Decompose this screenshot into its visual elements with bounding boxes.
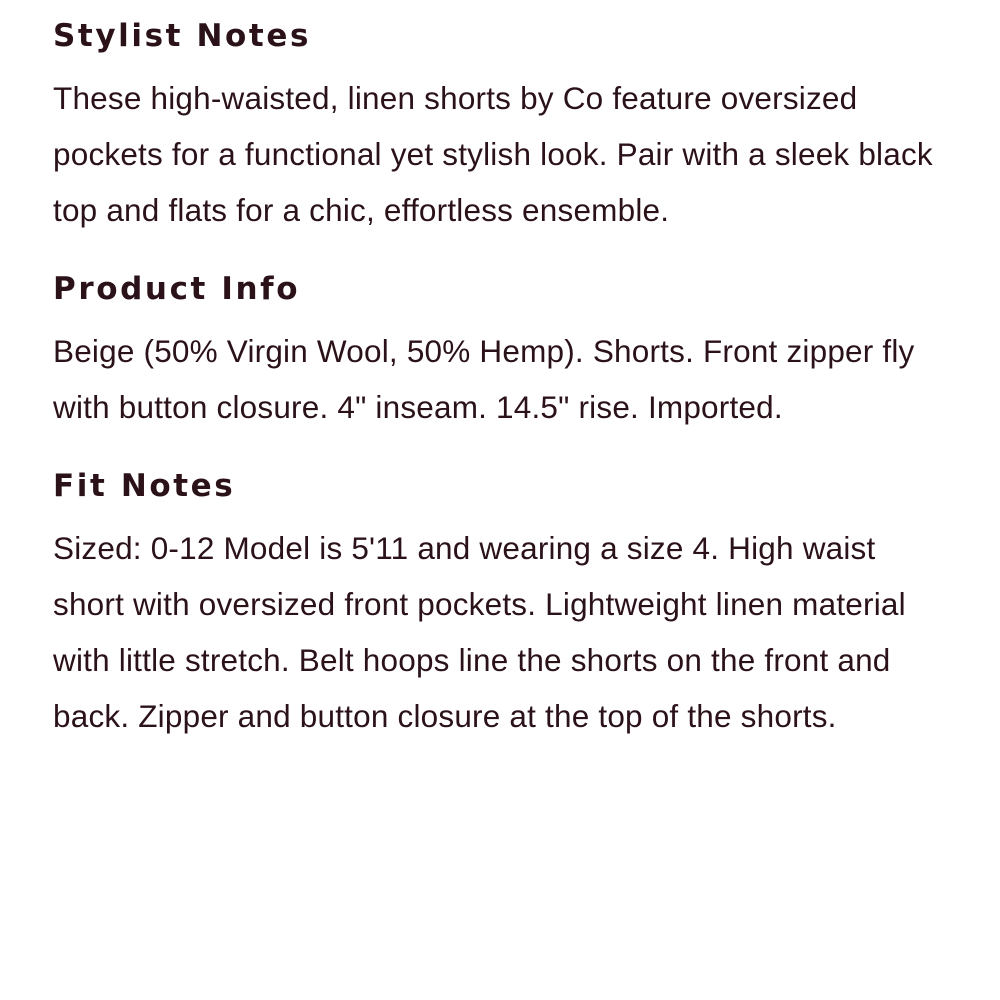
fit-notes-text: Sized: 0-12 Model is 5'11 and wearing a size 4. High waist short with oversized front pockets. Lightweight linen material with little stretch. Belt hoops line the shorts on the front and back. Zipper and button closure at the top of the shorts. bbox=[53, 530, 906, 734]
fit-notes-section bbox=[53, 464, 960, 744]
stylist-notes-heading: Stylist Notes bbox=[53, 18, 312, 54]
stylist-notes-text: These high-waisted, linen shorts by Co feature oversized pockets for a functional yet stylish look. Pair with a sleek black top and flats for a chic, effortless ensemble. bbox=[53, 80, 933, 228]
product-info-heading: Product Info bbox=[53, 271, 301, 307]
product-info-section bbox=[53, 267, 960, 435]
stylist-notes-section bbox=[53, 14, 960, 238]
product-info-text: Beige (50% Virgin Wool, 50% Hemp). Shorts. Front zipper fly with button closure. 4" inseam. 14.5" rise. Imported. bbox=[53, 333, 915, 425]
fit-notes-heading: Fit Notes bbox=[53, 468, 236, 504]
